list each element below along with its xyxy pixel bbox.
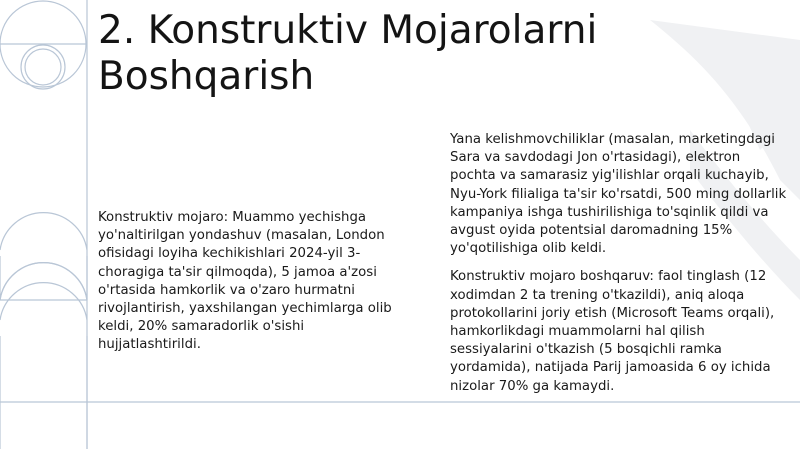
right-text-column (450, 131, 790, 396)
lower-arc-1 (0, 213, 87, 250)
lower-arc-5 (0, 336, 87, 449)
left-text-column (98, 209, 403, 355)
top-circle-small (25, 49, 61, 85)
right-paragraph-1: Yana kelishmovchiliklar (masalan, marketingdagi Sara va savdodagi Jon o'rtasidagi), elektron pochta va samarasiz yig'ilishlar orqali kuchayib, Nyu-York filialiga ta'sir ko'rsatdi, 500 ming dollarlik kampaniya ishga tushirilishiga to'sqinlik qildi va avgust oyida potentsial daromadning 15% yo'qotilishiga olib keldi. (450, 132, 787, 257)
slide-title: 2. Konstruktiv Mojarolarni Boshqarish (98, 8, 598, 99)
right-paragraph-2: Konstruktiv mojaro boshqaruv: faol tinglash (12 xodimdan 2 ta trening o'tkazildi), aniq aloqa protokollarini joriy etish (Microsoft Teams orqali), hamkorlikdagi muammolarni hal qilish sessiyalarini o'tkazish (5 bosqichli ramka yordamida), natijada Parij jamoasida 6 oy ichida nizolar 70% ga kamaydi. (450, 269, 775, 394)
left-paragraph: Konstruktiv mojaro: Muammo yechishga yo'naltirilgan yondashuv (masalan, London ofisidagi loyiha kechikishlari 2024-yil 3-choragiga ta'sir qilmoqda), 5 jamoa a'zosi o'rtasida hamkorlik va o'zaro hurmatni rivojlantirish, yaxshilangan yechimlarga olib keldi, 20% samaradorlik o'sishi hujjatlashtirildi. (98, 210, 392, 353)
top-circle-medium (21, 45, 65, 89)
lower-arc-4 (0, 283, 87, 320)
